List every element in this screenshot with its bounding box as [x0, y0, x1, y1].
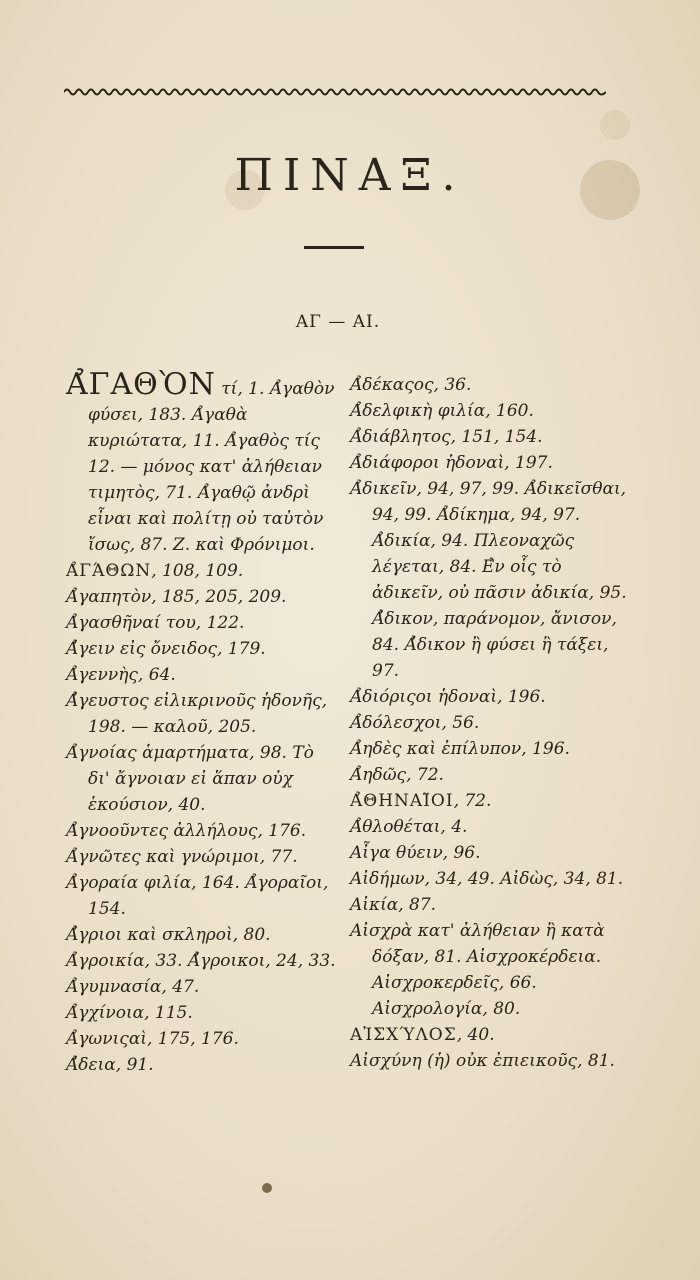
index-entry: [350, 762, 632, 788]
entry-text: Α̉γωνιςαὶ, 175, 176.: [66, 1029, 239, 1049]
entry-text: Αἰσχύνη (ἡ) οὐκ ἐπιεικοῦς, 81.: [350, 1051, 615, 1071]
entry-text: Α̉δόλεσχοι, 56.: [350, 713, 480, 733]
entry-text: Α̉γαπητὸν, 185, 205, 209.: [66, 587, 287, 607]
index-entry: [66, 662, 338, 688]
index-entry: [350, 450, 632, 476]
entry-text: Α̉γασθῆναί του, 122.: [66, 613, 245, 633]
index-entry: [350, 710, 632, 736]
index-entry: [350, 736, 632, 762]
index-entry: [350, 1022, 632, 1048]
entry-lead: Α̉ΓΆΘΩΝ: [66, 561, 152, 581]
index-entry: [350, 866, 632, 892]
index-entry: [66, 818, 338, 844]
page-title: ΠΙΝΑΞ.: [234, 150, 466, 201]
entry-text: Α̉δελφικὴ φιλία, 160.: [350, 401, 534, 421]
index-entry: [350, 372, 632, 398]
entry-text: Α̉δικεῖν, 94, 97, 99. Α̉δικεῖσθαι, 94, 99. Α̉δίκημα, 94, 97. Α̉δικία, 94. Πλεοναχῶς λέγεται, 84. Ε̉ν οἷς τὸ ἀδικεῖν, οὐ πᾶσιν ἀδικία, 95. Α̉̓δικον, παράνομον, ἄνισον, 84. Α̉̓δικον ἢ φύσει ἢ τάξει, 97.: [350, 479, 627, 681]
entry-text: Α̉δέκαςος, 36.: [350, 375, 472, 395]
entry-text: Α̉γνοίας ἁμαρτήματα, 98. Τὸ δι' ἄγνοιαν εἰ ἅπαν οὐχ ἑκούσιον, 40.: [66, 743, 314, 815]
index-entry: [66, 688, 338, 740]
index-entry: [350, 892, 632, 918]
entry-text: Αἰδήμων, 34, 49. Αἰδὼς, 34, 81.: [350, 869, 624, 889]
index-entry: [66, 1026, 338, 1052]
page-mark: [262, 1183, 272, 1193]
index-entry: [66, 844, 338, 870]
entry-text: Α̉διόριςοι ἡδοναὶ, 196.: [350, 687, 546, 707]
right-column: [350, 372, 632, 1074]
entry-text: Α̉ηδῶς, 72.: [350, 765, 444, 785]
entry-text: Α̉̓γευστος εἰλικρινοῦς ἡδονῆς, 198. — καλοῦ, 205.: [66, 691, 328, 737]
entry-text: Α̉θλοθέται, 4.: [350, 817, 468, 837]
entry-text: Α̉̓γριοι καὶ σκληροὶ, 80.: [66, 925, 271, 945]
entry-text: Α̉ηδὲς καὶ ἐπίλυπον, 196.: [350, 739, 570, 759]
index-entry: [66, 974, 338, 1000]
index-entry: [350, 476, 632, 684]
entry-text: Α̉γνοοῦντες ἀλλήλους, 176.: [66, 821, 307, 841]
index-entry: [350, 684, 632, 710]
entry-text: τί, 1. Α̉γαθὸν φύσει, 183. Α̉γαθὰ κυριώτατα, 11. Α̉γαθὸς τίς 12. — μόνος κατ' ἀλήθειαν τιμητὸς, 71. Α̉γαθῷ ἀνδρὶ εἶναι καὶ πολίτῃ οὐ ταὐτὸν ἴσως, 87. Ζ. καὶ Φρόνιμοι.: [88, 379, 335, 555]
entry-text: Α̉διάφοροι ἡδοναὶ, 197.: [350, 453, 553, 473]
ornamental-border: [64, 87, 606, 97]
entry-text: Αἶγα θύειν, 96.: [350, 843, 481, 863]
index-entry: [66, 558, 338, 584]
entry-text: Α̉γεννὴς, 64.: [66, 665, 176, 685]
entry-text: Α̉γνῶτες καὶ γνώριμοι, 77.: [66, 847, 298, 867]
title-rule: [304, 246, 364, 249]
index-entry: [66, 948, 338, 974]
entry-text: Α̉γχίνοια, 115.: [66, 1003, 193, 1023]
index-entry: [66, 740, 338, 818]
index-entry: [350, 814, 632, 840]
index-entry: [66, 367, 338, 558]
entry-text: Α̉̓δεια, 91.: [66, 1055, 154, 1075]
entry-text: , 72.: [453, 791, 492, 811]
index-entry: [66, 584, 338, 610]
index-entry: [350, 398, 632, 424]
entry-text: Α̉γοραία φιλία, 164. Α̉γοραῖοι, 154.: [66, 873, 329, 919]
entry-lead: Α̉ΘΗΝΑΙ̃ΟΙ: [350, 791, 454, 811]
entry-lead: Α̉ΓΑΘῸΝ: [66, 367, 216, 402]
index-entry: [350, 788, 632, 814]
entry-text: Α̉διάβλητος, 151, 154.: [350, 427, 543, 447]
index-entry: [66, 922, 338, 948]
paper-stain: [600, 110, 630, 140]
entry-text: , 40.: [456, 1025, 495, 1045]
entry-text: Αἰκία, 87.: [350, 895, 437, 915]
index-entry: [66, 610, 338, 636]
entry-text: Α̉̓γειν εἰς ὄνειδος, 179.: [66, 639, 266, 659]
entry-lead: ΑἸΣΧΎΛΟΣ: [350, 1025, 457, 1045]
entry-text: Αἰσχρὰ κατ' ἀλήθειαν ἢ κατὰ δόξαν, 81. Αἰσχροκέρδεια. Αἰσχροκερδεῖς, 66. Αἰσχρολογία, 80.: [350, 921, 605, 1019]
index-entry: [350, 424, 632, 450]
index-entry: [66, 870, 338, 922]
index-entry: [350, 1048, 632, 1074]
section-heading: ΑΓ — ΑΙ.: [295, 312, 381, 332]
left-column: [66, 367, 338, 1078]
index-entry: [350, 840, 632, 866]
index-entry: [66, 636, 338, 662]
index-entry: [66, 1000, 338, 1026]
entry-text: , 108, 109.: [151, 561, 244, 581]
index-entry: [66, 1052, 338, 1078]
index-entry: [350, 918, 632, 1022]
entry-text: Α̉γυμνασία, 47.: [66, 977, 200, 997]
entry-text: Α̉γροικία, 33. Α̉̓γροικοι, 24, 33.: [66, 951, 336, 971]
